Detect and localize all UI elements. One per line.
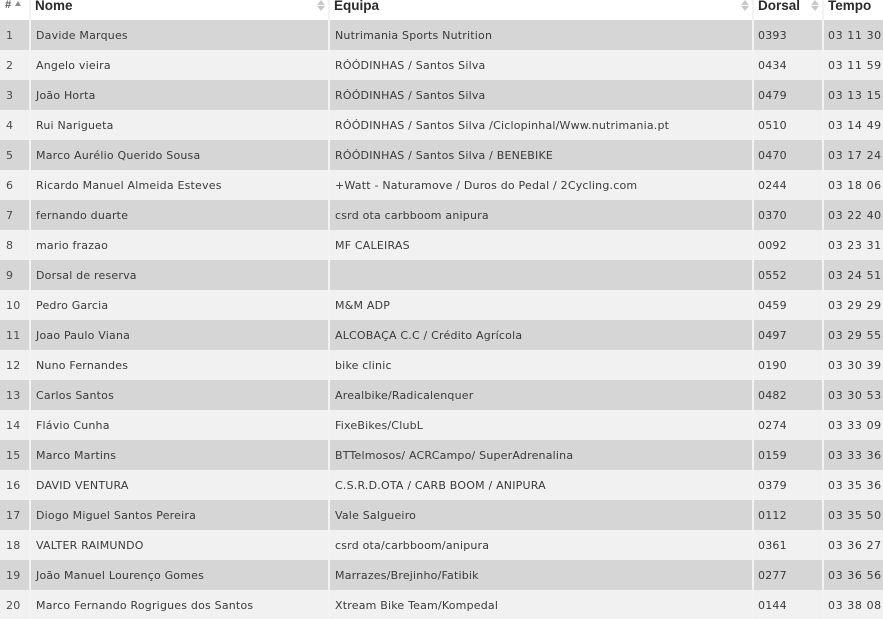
name-cell: Davide Marques bbox=[31, 20, 328, 50]
table-row bbox=[0, 560, 883, 590]
time-cell: 03 14 49 bbox=[824, 110, 883, 140]
team-cell: RÓÓDINHAS / Santos Silva bbox=[330, 80, 752, 110]
rank-cell: 10 bbox=[0, 290, 29, 320]
bib-cell: 0393 bbox=[754, 20, 822, 50]
table-row bbox=[0, 380, 883, 410]
time-cell: 03 11 59 bbox=[824, 50, 883, 80]
table-row bbox=[0, 260, 883, 290]
table-header bbox=[0, 0, 883, 20]
time-cell: 03 22 40 bbox=[824, 200, 883, 230]
column-header-team-label: Equipa bbox=[334, 0, 380, 13]
team-cell: MF CALEIRAS bbox=[330, 230, 752, 260]
name-cell: Rui Narigueta bbox=[31, 110, 328, 140]
team-cell: +Watt - Naturamove / Duros do Pedal / 2Cycling.com bbox=[330, 170, 752, 200]
name-cell: Marco Aurélio Querido Sousa bbox=[31, 140, 328, 170]
rank-cell: 20 bbox=[0, 590, 29, 619]
team-cell: bike clinic bbox=[330, 350, 752, 380]
bib-cell: 0370 bbox=[754, 200, 822, 230]
name-cell: João Horta bbox=[31, 80, 328, 110]
sort-icon bbox=[811, 0, 819, 11]
name-cell: Marco Fernando Rogrigues dos Santos bbox=[31, 590, 328, 619]
team-cell: Marrazes/Brejinho/Fatibik bbox=[330, 560, 752, 590]
name-cell: fernando duarte bbox=[31, 200, 328, 230]
time-cell: 03 17 24 bbox=[824, 140, 883, 170]
column-header-bib-label: Dorsal bbox=[758, 0, 801, 13]
team-cell: ALCOBAÇA C.C / Crédito Agrícola bbox=[330, 320, 752, 350]
rank-cell: 16 bbox=[0, 470, 29, 500]
table-row bbox=[0, 200, 883, 230]
rank-cell: 5 bbox=[0, 140, 29, 170]
bib-cell: 0459 bbox=[754, 290, 822, 320]
name-cell: VALTER RAIMUNDO bbox=[31, 530, 328, 560]
team-cell: Xtream Bike Team/Kompedal bbox=[330, 590, 752, 619]
name-cell: mario frazao bbox=[31, 230, 328, 260]
table-row bbox=[0, 140, 883, 170]
time-cell: 03 33 09 bbox=[824, 410, 883, 440]
team-cell: FixeBikes/ClubL bbox=[330, 410, 752, 440]
time-cell: 03 36 56 bbox=[824, 560, 883, 590]
bib-cell: 0361 bbox=[754, 530, 822, 560]
sort-ascending-icon bbox=[15, 1, 21, 6]
time-cell: 03 11 30 bbox=[824, 20, 883, 50]
column-header-rank-label: # bbox=[5, 0, 12, 11]
team-cell: Arealbike/Radicalenquer bbox=[330, 380, 752, 410]
time-cell: 03 35 50 bbox=[824, 500, 883, 530]
column-header-time-label: Tempo bbox=[828, 0, 872, 13]
table-row bbox=[0, 470, 883, 500]
team-cell: C.S.R.D.OTA / CARB BOOM / ANIPURA bbox=[330, 470, 752, 500]
bib-cell: 0510 bbox=[754, 110, 822, 140]
name-cell: Pedro Garcia bbox=[31, 290, 328, 320]
table-row bbox=[0, 110, 883, 140]
table-row bbox=[0, 410, 883, 440]
time-cell: 03 23 31 bbox=[824, 230, 883, 260]
name-cell: Diogo Miguel Santos Pereira bbox=[31, 500, 328, 530]
time-cell: 03 30 39 bbox=[824, 350, 883, 380]
bib-cell: 0159 bbox=[754, 440, 822, 470]
bib-cell: 0470 bbox=[754, 140, 822, 170]
team-cell: RÓÓDINHAS / Santos Silva bbox=[330, 50, 752, 80]
rank-cell: 4 bbox=[0, 110, 29, 140]
table-body bbox=[0, 20, 883, 619]
bib-cell: 0277 bbox=[754, 560, 822, 590]
rank-cell: 2 bbox=[0, 50, 29, 80]
name-cell: Carlos Santos bbox=[31, 380, 328, 410]
rank-cell: 7 bbox=[0, 200, 29, 230]
rank-cell: 1 bbox=[0, 20, 29, 50]
time-cell: 03 29 55 bbox=[824, 320, 883, 350]
team-cell: RÓÓDINHAS / Santos Silva / BENEBIKE bbox=[330, 140, 752, 170]
rank-cell: 8 bbox=[0, 230, 29, 260]
team-cell: Vale Salgueiro bbox=[330, 500, 752, 530]
name-cell: Nuno Fernandes bbox=[31, 350, 328, 380]
bib-cell: 0497 bbox=[754, 320, 822, 350]
column-header-bib[interactable] bbox=[754, 0, 822, 20]
column-header-team[interactable] bbox=[330, 0, 752, 20]
rank-cell: 12 bbox=[0, 350, 29, 380]
bib-cell: 0482 bbox=[754, 380, 822, 410]
name-cell: Ricardo Manuel Almeida Esteves bbox=[31, 170, 328, 200]
team-cell: Nutrimania Sports Nutrition bbox=[330, 20, 752, 50]
time-cell: 03 35 36 bbox=[824, 470, 883, 500]
bib-cell: 0190 bbox=[754, 350, 822, 380]
time-cell: 03 24 51 bbox=[824, 260, 883, 290]
table-row bbox=[0, 230, 883, 260]
time-cell: 03 13 15 bbox=[824, 80, 883, 110]
rank-cell: 19 bbox=[0, 560, 29, 590]
sort-icon bbox=[317, 0, 325, 11]
table-row bbox=[0, 290, 883, 320]
bib-cell: 0144 bbox=[754, 590, 822, 619]
team-cell bbox=[330, 260, 752, 290]
bib-cell: 0552 bbox=[754, 260, 822, 290]
team-cell: BTTelmosos/ ACRCampo/ SuperAdrenalina bbox=[330, 440, 752, 470]
rank-cell: 13 bbox=[0, 380, 29, 410]
time-cell: 03 30 53 bbox=[824, 380, 883, 410]
time-cell: 03 38 08 bbox=[824, 590, 883, 619]
bib-cell: 0092 bbox=[754, 230, 822, 260]
name-cell: Angelo vieira bbox=[31, 50, 328, 80]
rank-cell: 15 bbox=[0, 440, 29, 470]
team-cell: csrd ota/carbboom/anipura bbox=[330, 530, 752, 560]
column-header-rank[interactable] bbox=[0, 0, 29, 20]
sort-icon bbox=[741, 0, 749, 11]
rank-cell: 9 bbox=[0, 260, 29, 290]
header-row bbox=[0, 0, 883, 20]
team-cell: csrd ota carbboom anipura bbox=[330, 200, 752, 230]
table-row bbox=[0, 590, 883, 619]
table-row bbox=[0, 80, 883, 110]
rank-cell: 17 bbox=[0, 500, 29, 530]
time-cell: 03 29 29 bbox=[824, 290, 883, 320]
name-cell: Joao Paulo Viana bbox=[31, 320, 328, 350]
table-row bbox=[0, 530, 883, 560]
name-cell: Flávio Cunha bbox=[31, 410, 328, 440]
name-cell: João Manuel Lourenço Gomes bbox=[31, 560, 328, 590]
rank-cell: 18 bbox=[0, 530, 29, 560]
team-cell: M&M ADP bbox=[330, 290, 752, 320]
rank-cell: 11 bbox=[0, 320, 29, 350]
table-row bbox=[0, 20, 883, 50]
table-row bbox=[0, 320, 883, 350]
column-header-name[interactable] bbox=[31, 0, 328, 20]
name-cell: Marco Martins bbox=[31, 440, 328, 470]
bib-cell: 0112 bbox=[754, 500, 822, 530]
column-header-time[interactable] bbox=[824, 0, 883, 20]
bib-cell: 0274 bbox=[754, 410, 822, 440]
bib-cell: 0379 bbox=[754, 470, 822, 500]
rank-cell: 6 bbox=[0, 170, 29, 200]
time-cell: 03 36 27 bbox=[824, 530, 883, 560]
time-cell: 03 33 36 bbox=[824, 440, 883, 470]
bib-cell: 0479 bbox=[754, 80, 822, 110]
name-cell: Dorsal de reserva bbox=[31, 260, 328, 290]
name-cell: DAVID VENTURA bbox=[31, 470, 328, 500]
table-row bbox=[0, 440, 883, 470]
table-row bbox=[0, 50, 883, 80]
team-cell: RÓÓDINHAS / Santos Silva /Ciclopinhal/Www.nutrimania.pt bbox=[330, 110, 752, 140]
bib-cell: 0244 bbox=[754, 170, 822, 200]
bib-cell: 0434 bbox=[754, 50, 822, 80]
table-row bbox=[0, 350, 883, 380]
column-header-name-label: Nome bbox=[35, 0, 73, 13]
time-cell: 03 18 06 bbox=[824, 170, 883, 200]
table-row bbox=[0, 500, 883, 530]
rank-cell: 3 bbox=[0, 80, 29, 110]
rank-cell: 14 bbox=[0, 410, 29, 440]
table-row bbox=[0, 170, 883, 200]
